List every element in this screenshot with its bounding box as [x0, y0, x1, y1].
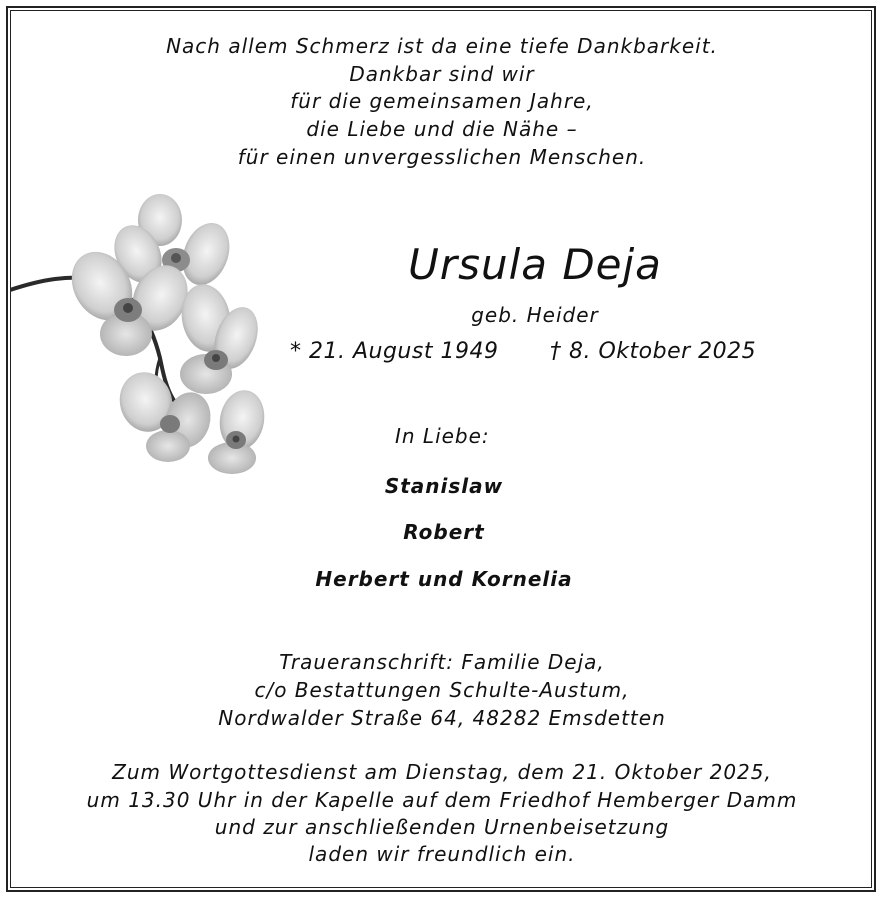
mourner-name: Robert: [403, 520, 485, 544]
intro-line-1: Nach allem Schmerz ist da eine tiefe Dankbarkeit.: [166, 34, 718, 58]
intro-line-2: Dankbar sind wir: [349, 62, 535, 86]
address-line-2: c/o Bestattungen Schulte-Austum,: [254, 678, 630, 702]
intro-line-3: für die gemeinsamen Jahre,: [290, 89, 594, 113]
intro-line-4: die Liebe und die Nähe –: [306, 117, 578, 141]
birth-date: * 21. August 1949: [290, 339, 499, 364]
service-line-4: laden wir freundlich ein.: [308, 842, 576, 866]
service-line-2: um 13.30 Uhr in der Kapelle auf dem Friedhof Hemberger Damm: [86, 788, 798, 812]
mourner-name: Stanislaw: [384, 474, 504, 498]
deceased-name: Ursula Deja: [408, 240, 662, 289]
service-line-3: und zur anschließenden Urnenbeisetzung: [214, 815, 670, 839]
intro-line-5: für einen unvergesslichen Menschen.: [237, 145, 647, 169]
orchid-image: [10, 188, 272, 480]
in-love-label: In Liebe:: [395, 424, 490, 448]
service-line-1: Zum Wortgottesdienst am Dienstag, dem 21. Oktober 2025,: [112, 760, 772, 784]
address-line-1: Traueranschrift: Familie Deja,: [279, 650, 605, 674]
address-line-3: Nordwalder Straße 64, 48282 Emsdetten: [218, 706, 666, 730]
death-date: † 8. Oktober 2025: [550, 339, 757, 364]
mourner-name: Herbert und Kornelia: [315, 567, 573, 591]
birth-name: geb. Heider: [471, 303, 599, 327]
